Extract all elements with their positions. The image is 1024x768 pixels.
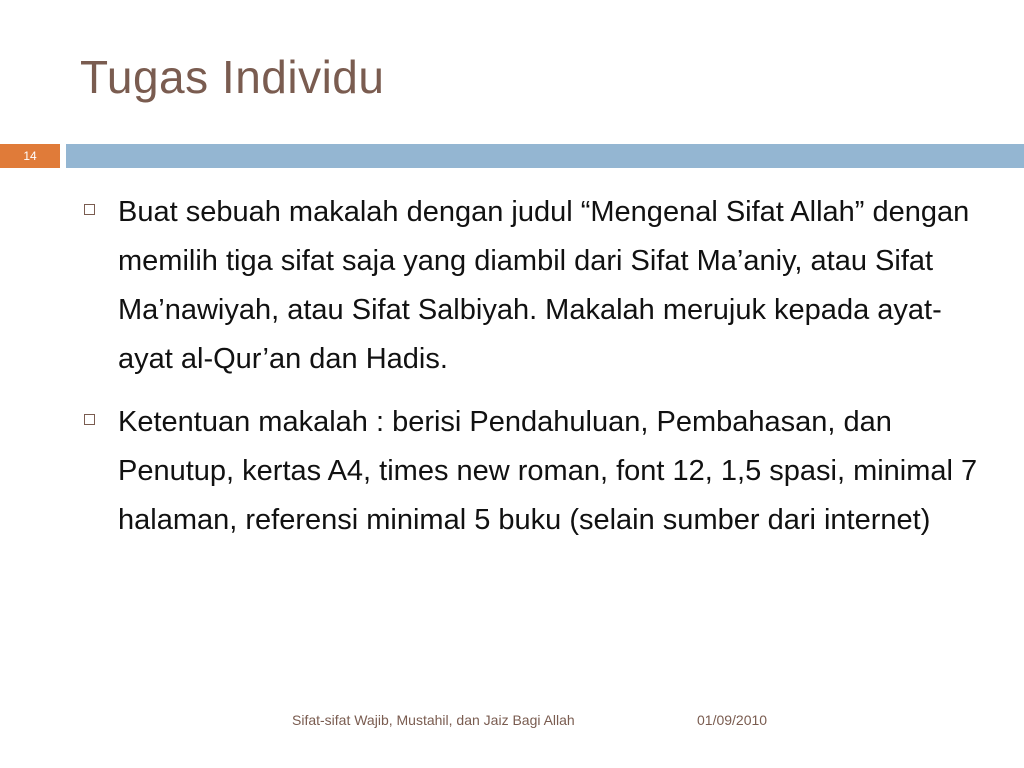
- bullet-item: [80, 188, 980, 384]
- bullet-text: Buat sebuah makalah dengan judul “Mengenal Sifat Allah” dengan memilih tiga sifat saja yang diambil dari Sifat Ma’aniy, atau Sifat Ma’nawiyah, atau Sifat Salbiyah. Makalah merujuk kepada ayat-ayat al-Qur’an dan Hadis.: [118, 196, 970, 375]
- square-bullet-icon: [84, 414, 95, 425]
- slide-number: 14: [23, 149, 37, 163]
- footer-date: 01/09/2010: [697, 712, 768, 728]
- slide-title: Tugas Individu: [80, 51, 385, 103]
- footer: [0, 712, 1024, 732]
- footer-title: Sifat-sifat Wajib, Mustahil, dan Jaiz Bagi Allah: [292, 712, 575, 728]
- square-bullet-icon: [84, 204, 95, 215]
- slide-number-badge: [0, 144, 60, 168]
- bullet-text: Ketentuan makalah : berisi Pendahuluan, Pembahasan, dan Penutup, kertas A4, times new roman, font 12, 1,5 spasi, minimal 7 halaman, referensi minimal 5 buku (selain sumber dari internet): [118, 406, 978, 536]
- header-divider-bar: [66, 144, 1024, 168]
- bullet-list: [80, 188, 980, 559]
- bullet-item: [80, 398, 980, 545]
